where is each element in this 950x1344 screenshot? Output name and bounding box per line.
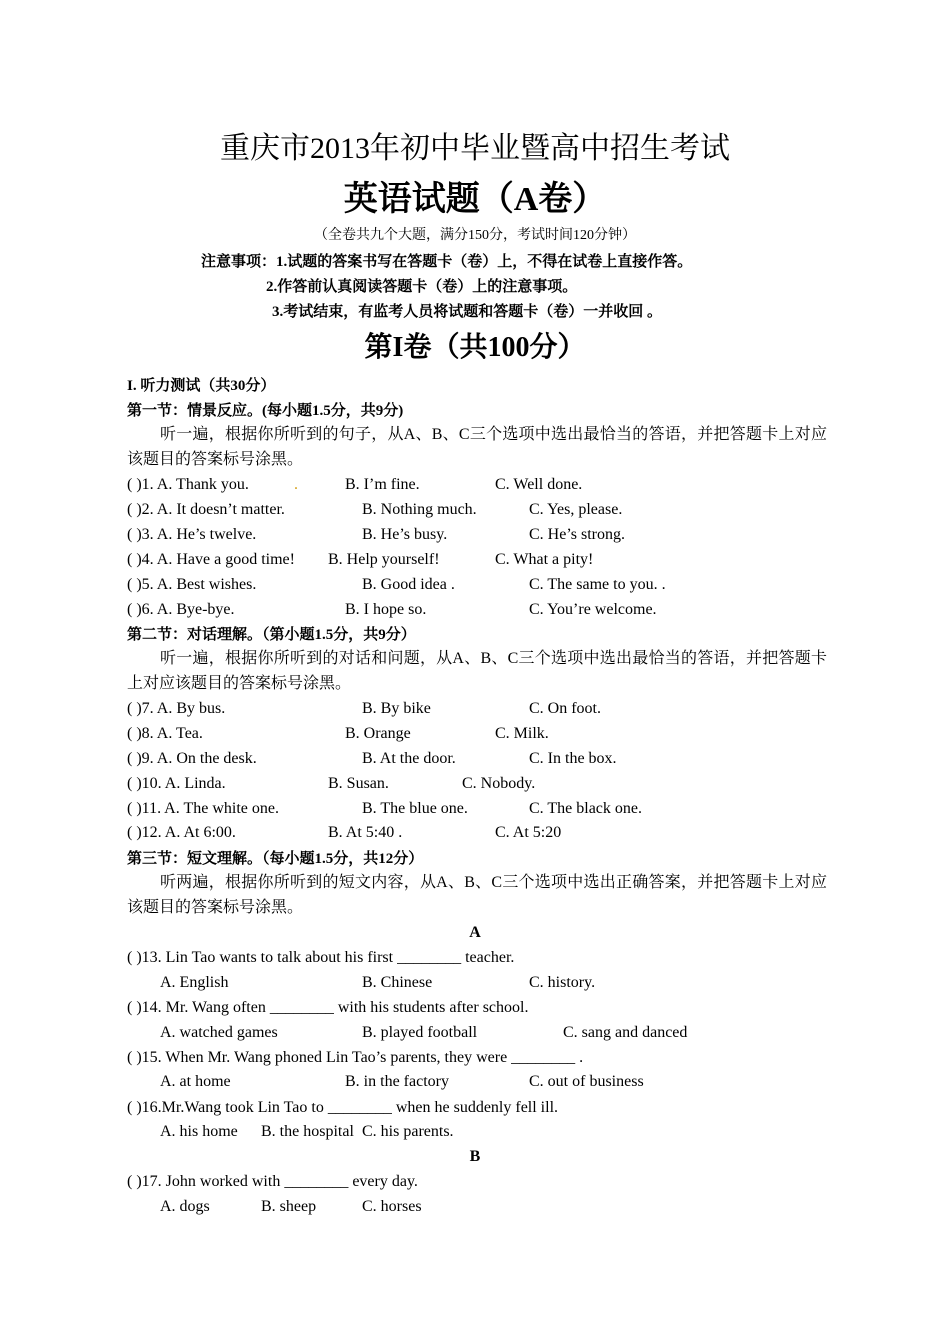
option-c: C. The same to you. . [529, 576, 666, 593]
option-b: B. Chinese [362, 974, 433, 991]
option-b: B. I hope so. [345, 601, 427, 618]
question-5 [127, 574, 847, 596]
question-stem: ( )12. A. At 6:00. [127, 824, 236, 841]
option-c: C. Milk. [495, 725, 549, 742]
option-b: B. At the door. [362, 750, 456, 767]
note-3: 3.考试结束，有监考人员将试题和答题卡（卷）一并收回 。 [272, 304, 663, 320]
option-a: A. his home [160, 1123, 238, 1140]
question-15-stem: ( )15. When Mr. Wang phoned Lin Tao’s parents, they were ________ . [127, 1049, 584, 1066]
option-b: B. I’m fine. [345, 476, 420, 493]
option-b: B. Susan. [328, 775, 389, 792]
exam-title: 重庆市2013年初中毕业暨高中招生考试 [220, 132, 730, 165]
question-17-stem: ( )17. John worked with ________ every day. [127, 1173, 418, 1190]
option-c: C. his parents. [362, 1123, 454, 1140]
option-c: C. In the box. [529, 750, 617, 767]
option-c: C. He’s strong. [529, 526, 625, 543]
option-b: B. Help yourself! [328, 551, 440, 568]
question-3 [127, 524, 847, 546]
question-15-options [127, 1071, 847, 1093]
question-17-options [127, 1196, 847, 1218]
option-c: C. horses [362, 1198, 422, 1215]
question-stem: ( )11. A. The white one. [127, 800, 279, 817]
note-2: 2.作答前认真阅读答题卡（卷）上的注意事项。 [266, 279, 578, 295]
option-b: B. At 5:40 . [328, 824, 403, 841]
section3-instruction: 听两遍，根据你所听到的短文内容，从A、B、C三个选项中选出正确答案，并把答题卡上对应该题目的答案标号涂黑。 [127, 874, 827, 916]
option-b: B. The blue one. [362, 800, 468, 817]
question-16-stem: ( )16.Mr.Wang took Lin Tao to ________ when he suddenly fell ill. [127, 1099, 559, 1116]
question-stem: ( )4. A. Have a good time! [127, 551, 295, 568]
option-c: C. You’re welcome. [529, 601, 657, 618]
paper-subtitle: 英语试题（A卷） [343, 181, 607, 218]
section1-instruction: 听一遍，根据你所听到的句子，从A、B、C三个选项中选出最恰当的答语，并把答题卡上对应该题目的答案标号涂黑。 [127, 426, 827, 468]
option-a: A. watched games [160, 1024, 278, 1041]
option-c: C. At 5:20 [495, 824, 562, 841]
question-13-stem: ( )13. Lin Tao wants to talk about his first ________ teacher. [127, 949, 515, 966]
question-stem: ( )1. A. Thank you. [127, 476, 249, 493]
question-stem: ( )6. A. Bye-bye. [127, 601, 235, 618]
option-b: B. sheep [261, 1198, 317, 1215]
question-stem: ( )10. A. Linda. [127, 775, 226, 792]
option-b: B. Good idea . [362, 576, 455, 593]
question-stem: ( )8. A. Tea. [127, 725, 203, 742]
question-8 [127, 723, 847, 745]
passage-b-label: B [469, 1148, 481, 1165]
question-9 [127, 748, 847, 770]
question-11 [127, 798, 847, 820]
section2-instruction: 听一遍，根据你所听到的对话和问题，从A、B、C三个选项中选出最恰当的答语，并把答题卡上对应该题目的答案标号涂黑。 [127, 650, 827, 692]
question-10 [127, 773, 847, 795]
option-b: B. By bike [362, 700, 431, 717]
option-b: B. played football [362, 1024, 478, 1041]
option-c: C. sang and danced [563, 1024, 688, 1041]
stray-mark: . [294, 476, 298, 493]
question-16-options [127, 1121, 847, 1143]
question-stem: ( )5. A. Best wishes. [127, 576, 257, 593]
option-c: C. What a pity! [495, 551, 594, 568]
option-c: C. Well done. [495, 476, 583, 493]
question-14-options [127, 1022, 847, 1044]
option-b: B. the hospital [261, 1123, 354, 1140]
section2-title: 第二节：对话理解。（第小题1.5分，共9分） [127, 627, 416, 643]
question-2 [127, 499, 847, 521]
question-12 [127, 822, 847, 844]
exam-info: （全卷共九个大题，满分150分，考试时间120分钟） [314, 228, 636, 243]
option-b: B. He’s busy. [362, 526, 448, 543]
option-c: C. out of business [529, 1073, 644, 1090]
question-13-options [127, 972, 847, 994]
option-c: C. history. [529, 974, 596, 991]
question-stem: ( )2. A. It doesn’t matter. [127, 501, 285, 518]
option-b: B. in the factory [345, 1073, 449, 1090]
note-1: 注意事项：1.试题的答案书写在答题卡（卷）上，不得在试卷上直接作答。 [201, 254, 693, 270]
option-c: C. On foot. [529, 700, 601, 717]
option-a: A. English [160, 974, 229, 991]
question-1 [127, 474, 847, 496]
question-4 [127, 549, 847, 571]
option-a: A. at home [160, 1073, 231, 1090]
section1-title: 第一节：情景反应。(每小题1.5分，共9分) [127, 403, 404, 419]
part1-title: I. 听力测试（共30分） [127, 378, 276, 394]
option-a: A. dogs [160, 1198, 210, 1215]
option-b: B. Nothing much. [362, 501, 477, 518]
option-c: C. Nobody. [462, 775, 536, 792]
option-c: C. The black one. [529, 800, 643, 817]
question-7 [127, 698, 847, 720]
question-stem: ( )9. A. On the desk. [127, 750, 257, 767]
question-stem: ( )7. A. By bus. [127, 700, 226, 717]
question-14-stem: ( )14. Mr. Wang often ________ with his students after school. [127, 999, 529, 1016]
question-6 [127, 599, 847, 621]
passage-a-label: A [469, 924, 481, 941]
volume-title: 第I卷（共100分） [364, 332, 586, 363]
question-stem: ( )3. A. He’s twelve. [127, 526, 257, 543]
section3-title: 第三节：短文理解。（每小题1.5分，共12分） [127, 851, 424, 867]
option-b: B. Orange [345, 725, 411, 742]
option-c: C. Yes, please. [529, 501, 623, 518]
